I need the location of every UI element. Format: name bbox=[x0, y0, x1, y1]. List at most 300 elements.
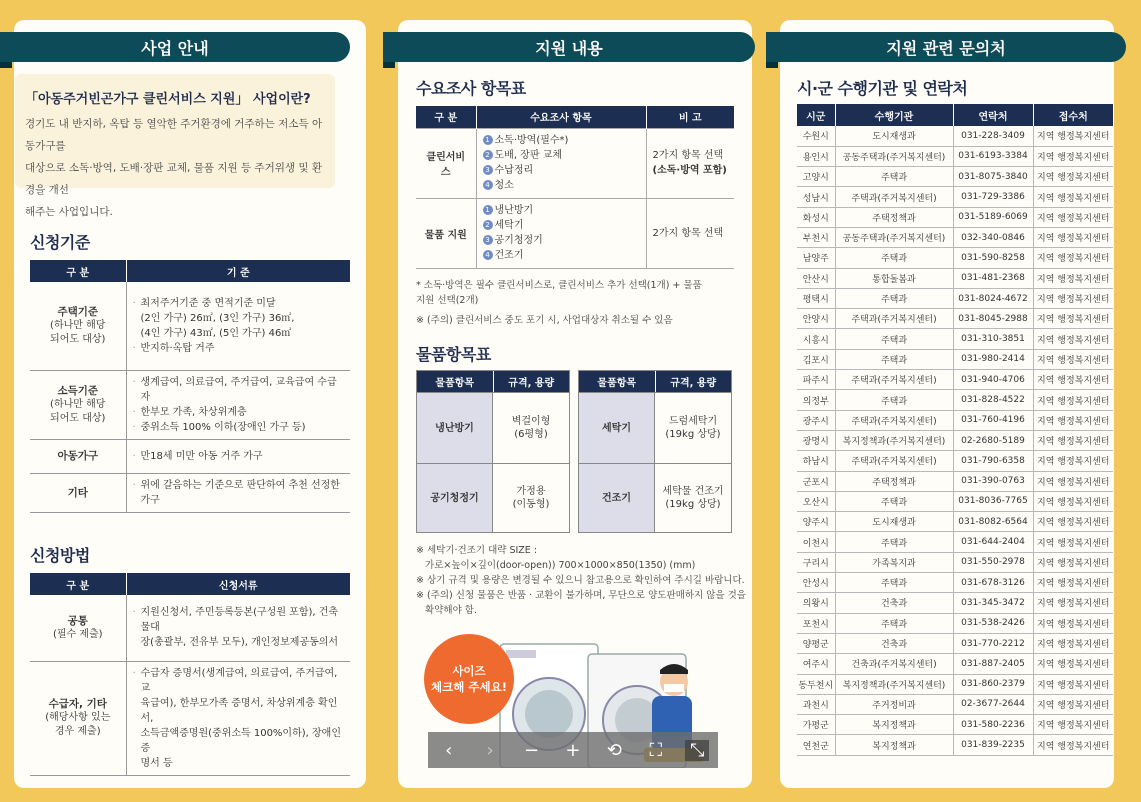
table-row bbox=[30, 282, 350, 370]
survey-item-label: 도배, 장판 교체 bbox=[494, 150, 562, 161]
survey-items-cell bbox=[476, 198, 646, 268]
row-label-cell bbox=[30, 439, 126, 473]
section-ribbon-contacts bbox=[766, 32, 1126, 62]
row-label-cell bbox=[30, 473, 126, 512]
number-badge-icon: 3 bbox=[483, 165, 493, 175]
agency-cell: 주택과(주거복지센터) bbox=[835, 187, 953, 207]
reception-cell: 지역 행정복지센터 bbox=[1033, 207, 1113, 227]
table-row bbox=[416, 128, 734, 198]
row-label: 수급자, 기타 bbox=[48, 698, 107, 710]
goods-row bbox=[417, 392, 569, 463]
bullet-item: · 최저주거기준 중 면적기준 미달 (2인 가구) 26㎡, (3인 가구) 36㎡, (4인 가구) 43㎡, (5인 가구) 46㎡ bbox=[133, 296, 345, 341]
bullet-item: · 만18세 미만 아동 거주 가구 bbox=[133, 449, 345, 464]
row-label: 물품 지원 bbox=[416, 198, 476, 268]
phone-cell: 031-8082-6564 bbox=[953, 512, 1033, 532]
reception-cell: 지역 행정복지센터 bbox=[1033, 573, 1113, 593]
number-badge-icon: 4 bbox=[483, 180, 493, 190]
bubble-line: 체크해 주세요! bbox=[431, 680, 507, 694]
bullet-item: · 위에 갈음하는 기준으로 판단하여 추천 선정한 가구 bbox=[133, 478, 345, 508]
reception-cell: 지역 행정복지센터 bbox=[1033, 167, 1113, 187]
goods-name: 건조기 bbox=[579, 464, 655, 532]
intro-body bbox=[25, 113, 325, 223]
table-row bbox=[797, 309, 1113, 329]
reception-cell: 지역 행정복지센터 bbox=[1033, 471, 1113, 491]
city-cell: 시흥시 bbox=[797, 329, 835, 349]
table-row bbox=[30, 473, 350, 512]
table-row bbox=[797, 329, 1113, 349]
reception-cell: 지역 행정복지센터 bbox=[1033, 410, 1113, 430]
table-row bbox=[797, 370, 1113, 390]
agency-cell: 도시재생과 bbox=[835, 512, 953, 532]
survey-item-label: 소독·방역(필수*) bbox=[494, 135, 569, 146]
agency-cell: 주택과 bbox=[835, 390, 953, 410]
table-row bbox=[797, 735, 1113, 755]
table-row bbox=[797, 451, 1113, 471]
table-row bbox=[797, 248, 1113, 268]
agency-cell: 주택과 bbox=[835, 248, 953, 268]
phone-cell: 031-580-2236 bbox=[953, 715, 1033, 735]
goods-heading: 물품항목표 bbox=[416, 345, 491, 364]
agency-cell: 주거정비과 bbox=[835, 694, 953, 714]
table-row bbox=[797, 410, 1113, 430]
row-sublabel: (필수 제출) bbox=[52, 628, 103, 640]
column-header: 신청서류 bbox=[126, 573, 350, 595]
phone-cell: 031-770-2212 bbox=[953, 633, 1033, 653]
criteria-table bbox=[30, 260, 350, 513]
agency-cell: 주택과 bbox=[835, 491, 953, 511]
agency-cell: 복지정책과(주거복지센터) bbox=[835, 430, 953, 450]
table-row bbox=[797, 593, 1113, 613]
phone-cell: 031-8045-2988 bbox=[953, 309, 1033, 329]
reception-cell: 지역 행정복지센터 bbox=[1033, 674, 1113, 694]
city-cell: 포천시 bbox=[797, 613, 835, 633]
phone-cell: 031-940-4706 bbox=[953, 370, 1033, 390]
survey-item-label: 건조기 bbox=[494, 250, 524, 261]
agency-cell: 공동주택과(주거복지센터) bbox=[835, 227, 953, 247]
agency-cell: 주택과 bbox=[835, 349, 953, 369]
city-cell: 용인시 bbox=[797, 146, 835, 166]
city-cell: 평택시 bbox=[797, 288, 835, 308]
agency-cell: 주택과 bbox=[835, 329, 953, 349]
bullet-list bbox=[133, 478, 345, 508]
column-header: 시군 bbox=[797, 104, 835, 126]
column-header: 구 분 bbox=[416, 106, 476, 128]
bullet-list bbox=[133, 296, 345, 356]
method-heading: 신청방법 bbox=[30, 546, 90, 565]
zoom-out-icon[interactable]: − bbox=[524, 739, 540, 761]
table-row bbox=[797, 573, 1113, 593]
city-cell: 오산시 bbox=[797, 491, 835, 511]
number-badge-icon: 2 bbox=[483, 220, 493, 230]
goods-note: 확약해야 함. bbox=[416, 605, 477, 616]
city-cell: 여주시 bbox=[797, 654, 835, 674]
reception-cell: 지역 행정복지센터 bbox=[1033, 329, 1113, 349]
row-content-cell bbox=[126, 661, 350, 775]
table-row bbox=[30, 439, 350, 473]
row-sublabel: (하나만 해당 되어도 대상) bbox=[50, 319, 106, 345]
survey-heading: 수요조사 항목표 bbox=[416, 79, 526, 98]
city-cell: 양주시 bbox=[797, 512, 835, 532]
bubble-line: 사이즈 bbox=[452, 664, 486, 678]
city-cell: 하남시 bbox=[797, 451, 835, 471]
table-row bbox=[797, 491, 1113, 511]
city-cell: 수원시 bbox=[797, 126, 835, 146]
column-header: 물품항목 bbox=[579, 371, 656, 392]
table-row bbox=[797, 187, 1113, 207]
survey-item bbox=[483, 163, 640, 178]
phone-cell: 031-390-0763 bbox=[953, 471, 1033, 491]
survey-note-text: 2가지 항목 선택 bbox=[652, 150, 724, 161]
city-cell: 파주시 bbox=[797, 370, 835, 390]
bullet-item: · 중위소득 100% 이하(장애인 가구 등) bbox=[133, 420, 345, 435]
reception-cell: 지역 행정복지센터 bbox=[1033, 694, 1113, 714]
phone-cell: 031-729-3386 bbox=[953, 187, 1033, 207]
criteria-heading: 신청기준 bbox=[30, 233, 90, 252]
phone-cell: 031-980-2414 bbox=[953, 349, 1033, 369]
column-header: 수요조사 항목 bbox=[476, 106, 646, 128]
prev-page-icon[interactable]: ‹ bbox=[445, 739, 453, 761]
row-label: 주택기준 bbox=[57, 305, 99, 318]
agency-cell: 주택과(주거복지센터) bbox=[835, 410, 953, 430]
city-cell: 광주시 bbox=[797, 410, 835, 430]
table-row bbox=[797, 430, 1113, 450]
row-content-cell bbox=[126, 282, 350, 370]
row-content-cell bbox=[126, 595, 350, 661]
section-title: 지원 관련 문의처 bbox=[886, 38, 1006, 58]
phone-cell: 031-828-4522 bbox=[953, 390, 1033, 410]
contacts-table bbox=[797, 104, 1113, 756]
table-row bbox=[797, 207, 1113, 227]
reception-cell: 지역 행정복지센터 bbox=[1033, 187, 1113, 207]
reception-cell: 지역 행정복지센터 bbox=[1033, 715, 1113, 735]
phone-cell: 031-228-3409 bbox=[953, 126, 1033, 146]
city-cell: 의정부 bbox=[797, 390, 835, 410]
section-ribbon-business-info bbox=[0, 32, 350, 62]
row-label: 기타 bbox=[67, 486, 88, 499]
agency-cell: 주택과(주거복지센터) bbox=[835, 370, 953, 390]
table-row bbox=[797, 167, 1113, 187]
number-badge-icon: 1 bbox=[483, 205, 493, 215]
bullet-list bbox=[133, 666, 345, 771]
phone-cell: 031-678-3126 bbox=[953, 573, 1033, 593]
fit-screen-icon[interactable]: ⛶ bbox=[649, 739, 663, 761]
intro-title: 「아동주거빈곤가구 클린서비스 지원」 사업이란? bbox=[25, 92, 311, 107]
column-header: 수행기관 bbox=[835, 104, 953, 126]
survey-item-label: 수납정리 bbox=[494, 165, 534, 176]
contacts-heading: 시·군 수행기관 및 연락처 bbox=[797, 79, 968, 98]
zoom-in-icon[interactable]: + bbox=[565, 739, 581, 761]
goods-name: 세탁기 bbox=[579, 393, 655, 463]
rotate-icon[interactable]: ⟲ bbox=[606, 739, 622, 761]
phone-cell: 02-3677-2644 bbox=[953, 694, 1033, 714]
table-row bbox=[797, 633, 1113, 653]
table-row bbox=[797, 512, 1113, 532]
phone-cell: 031-6193-3384 bbox=[953, 146, 1033, 166]
column-header: 물품항목 bbox=[417, 371, 494, 392]
city-cell: 동두천시 bbox=[797, 674, 835, 694]
survey-items-cell bbox=[476, 128, 646, 198]
section-ribbon-support-content bbox=[383, 32, 755, 62]
bullet-item: · 반지하·옥탑 거주 bbox=[133, 341, 345, 356]
reception-cell: 지역 행정복지센터 bbox=[1033, 349, 1113, 369]
survey-note: ※ (주의) 클린서비스 중도 포기 시, 사업대상자 취소될 수 있음 bbox=[416, 315, 673, 326]
survey-item-label: 청소 bbox=[494, 180, 514, 191]
agency-cell: 주택과 bbox=[835, 167, 953, 187]
agency-cell: 건축과 bbox=[835, 633, 953, 653]
goods-spec: 벽걸이형 (6평형) bbox=[511, 416, 551, 440]
method-table bbox=[30, 573, 350, 776]
number-badge-icon: 1 bbox=[483, 135, 493, 145]
agency-cell: 건축과(주거복지센터) bbox=[835, 654, 953, 674]
survey-item bbox=[483, 178, 640, 193]
bullet-list bbox=[133, 449, 345, 464]
table-row bbox=[416, 198, 734, 268]
survey-item bbox=[483, 133, 640, 148]
goods-header bbox=[417, 371, 569, 392]
agency-cell: 통합돌봄과 bbox=[835, 268, 953, 288]
table-row bbox=[30, 595, 350, 661]
survey-item-label: 공기청정기 bbox=[494, 235, 543, 246]
city-cell: 화성시 bbox=[797, 207, 835, 227]
row-label-cell bbox=[30, 370, 126, 439]
reception-cell: 지역 행정복지센터 bbox=[1033, 735, 1113, 755]
goods-name: 공기청정기 bbox=[417, 464, 493, 532]
city-cell: 안산시 bbox=[797, 268, 835, 288]
goods-name: 냉난방기 bbox=[417, 393, 493, 463]
column-header: 비 고 bbox=[646, 106, 734, 128]
row-label-cell bbox=[30, 282, 126, 370]
agency-cell: 가족복지과 bbox=[835, 552, 953, 572]
table-row bbox=[797, 613, 1113, 633]
table-row bbox=[797, 268, 1113, 288]
reception-cell: 지역 행정복지센터 bbox=[1033, 654, 1113, 674]
survey-note: * 소독·방역은 필수 클린서비스로, 클린서비스 추가 선택(1개) + 물품 지원 선택(2개) bbox=[416, 280, 702, 306]
table-row bbox=[797, 126, 1113, 146]
phone-cell: 031-590-8258 bbox=[953, 248, 1033, 268]
goods-header bbox=[579, 371, 731, 392]
section-title: 지원 내용 bbox=[535, 38, 603, 58]
survey-item bbox=[483, 218, 640, 233]
reception-cell: 지역 행정복지센터 bbox=[1033, 552, 1113, 572]
table-row bbox=[797, 715, 1113, 735]
reception-cell: 지역 행정복지센터 bbox=[1033, 390, 1113, 410]
intro-line: 대상으로 소독·방역, 도배·장판 교체, 물품 지원 등 주거위생 및 환경을 개선 bbox=[25, 162, 322, 196]
agency-cell: 복지정책과(주거복지센터) bbox=[835, 674, 953, 694]
row-label: 공통 bbox=[67, 614, 88, 627]
survey-item-label: 냉난방기 bbox=[494, 205, 534, 216]
section-title: 사업 안내 bbox=[141, 38, 209, 58]
city-cell: 안양시 bbox=[797, 309, 835, 329]
goods-table-left bbox=[416, 370, 570, 533]
agency-cell: 주택과(주거복지센터) bbox=[835, 451, 953, 471]
bullet-item: · 지원신청서, 주민등록등본(구성원 포함), 건축물대 장(총괄부, 전유부 모두), 개인정보제공동의서 bbox=[133, 605, 345, 650]
agency-cell: 복지정책과 bbox=[835, 715, 953, 735]
goods-row bbox=[579, 463, 731, 532]
city-cell: 성남시 bbox=[797, 187, 835, 207]
city-cell: 구리시 bbox=[797, 552, 835, 572]
agency-cell: 건축과 bbox=[835, 593, 953, 613]
city-cell: 김포시 bbox=[797, 349, 835, 369]
survey-table bbox=[416, 106, 734, 269]
fullscreen-icon[interactable]: ⤡ bbox=[685, 740, 709, 761]
column-header: 연락처 bbox=[953, 104, 1033, 126]
reception-cell: 지역 행정복지센터 bbox=[1033, 370, 1113, 390]
agency-cell: 주택과(주거복지센터) bbox=[835, 309, 953, 329]
agency-cell: 복지정책과 bbox=[835, 735, 953, 755]
goods-note: ※ 세탁기·건조기 대략 SIZE : bbox=[416, 545, 538, 556]
row-label-cell bbox=[30, 595, 126, 661]
goods-table-right bbox=[578, 370, 732, 533]
phone-cell: 031-839-2235 bbox=[953, 735, 1033, 755]
table-row bbox=[797, 146, 1113, 166]
phone-cell: 031-760-4196 bbox=[953, 410, 1033, 430]
phone-cell: 032-340-0846 bbox=[953, 227, 1033, 247]
city-cell: 이천시 bbox=[797, 532, 835, 552]
row-sublabel: (해당사항 있는 경우 제출) bbox=[45, 712, 111, 737]
reception-cell: 지역 행정복지센터 bbox=[1033, 633, 1113, 653]
row-content-cell bbox=[126, 370, 350, 439]
agency-cell: 주택과 bbox=[835, 288, 953, 308]
goods-row bbox=[417, 463, 569, 532]
bullet-item: · 수급자 증명서(생계급여, 의료급여, 주거급여, 교 육급여), 한부모가족 증명서, 차상위계층 확인서, 소득금액증명원(중위소득 100%이하), 장애인 증 명서 등 bbox=[133, 666, 345, 771]
table-row bbox=[797, 471, 1113, 491]
row-content-cell bbox=[126, 439, 350, 473]
reception-cell: 지역 행정복지센터 bbox=[1033, 268, 1113, 288]
reception-cell: 지역 행정복지센터 bbox=[1033, 288, 1113, 308]
phone-cell: 031-481-2368 bbox=[953, 268, 1033, 288]
number-badge-icon: 3 bbox=[483, 235, 493, 245]
goods-note: ※ (주의) 신청 물품은 반품 · 교환이 불가하며, 무단으로 양도판매하지 않을 것을 bbox=[416, 590, 746, 601]
reception-cell: 지역 행정복지센터 bbox=[1033, 512, 1113, 532]
table-row bbox=[30, 661, 350, 775]
table-row bbox=[797, 694, 1113, 714]
city-cell: 연천군 bbox=[797, 735, 835, 755]
reception-cell: 지역 행정복지센터 bbox=[1033, 613, 1113, 633]
row-sublabel: (하나만 해당 되어도 대상) bbox=[50, 398, 106, 424]
phone-cell: 031-8036-7765 bbox=[953, 491, 1033, 511]
goods-row bbox=[579, 392, 731, 463]
city-cell: 고양시 bbox=[797, 167, 835, 187]
number-badge-icon: 4 bbox=[483, 250, 493, 260]
viewer-toolbar bbox=[428, 732, 718, 768]
city-cell: 부천시 bbox=[797, 227, 835, 247]
city-cell: 양평군 bbox=[797, 633, 835, 653]
phone-cell: 031-8024-4672 bbox=[953, 288, 1033, 308]
bullet-list bbox=[133, 375, 345, 435]
reception-cell: 지역 행정복지센터 bbox=[1033, 451, 1113, 471]
phone-cell: 031-345-3472 bbox=[953, 593, 1033, 613]
number-badge-icon: 2 bbox=[483, 150, 493, 160]
phone-cell: 031-550-2978 bbox=[953, 552, 1033, 572]
phone-cell: 031-887-2405 bbox=[953, 654, 1033, 674]
bullet-list bbox=[133, 605, 345, 650]
survey-note-text: 2가지 항목 선택 bbox=[652, 227, 724, 239]
city-cell: 의왕시 bbox=[797, 593, 835, 613]
goods-note: 가로×높이×깊이(door-open)) 700×1000×850(1350) (mm) bbox=[416, 560, 696, 571]
phone-cell: 02-2680-5189 bbox=[953, 430, 1033, 450]
bullet-item: · 한부모 가족, 차상위계층 bbox=[133, 405, 345, 420]
intro-box bbox=[15, 74, 335, 218]
agency-cell: 주택정책과 bbox=[835, 207, 953, 227]
column-header: 기 준 bbox=[126, 260, 350, 282]
city-cell: 군포시 bbox=[797, 471, 835, 491]
size-check-bubble bbox=[424, 634, 514, 724]
intro-line: 경기도 내 반지하, 옥탑 등 열악한 주거환경에 거주하는 저소득 아동가구를 bbox=[25, 118, 323, 152]
phone-cell: 031-644-2404 bbox=[953, 532, 1033, 552]
table-row bbox=[30, 370, 350, 439]
survey-item-label: 세탁기 bbox=[494, 220, 524, 231]
reception-cell: 지역 행정복지센터 bbox=[1033, 146, 1113, 166]
city-cell: 안성시 bbox=[797, 573, 835, 593]
reception-cell: 지역 행정복지센터 bbox=[1033, 430, 1113, 450]
survey-item bbox=[483, 203, 640, 218]
table-row bbox=[797, 674, 1113, 694]
goods-spec: 드럼세탁기 (19kg 상당) bbox=[665, 416, 721, 440]
city-cell: 남양주 bbox=[797, 248, 835, 268]
agency-cell: 주택과 bbox=[835, 573, 953, 593]
survey-note-bold: (소독·방역 포함) bbox=[652, 165, 727, 176]
goods-note: ※ 상기 규격 및 용량은 변경될 수 있으니 참고용으로 확인하여 주시길 바랍니다. bbox=[416, 575, 745, 586]
reception-cell: 지역 행정복지센터 bbox=[1033, 532, 1113, 552]
agency-cell: 도시재생과 bbox=[835, 126, 953, 146]
table-row bbox=[797, 390, 1113, 410]
table-row bbox=[797, 532, 1113, 552]
reception-cell: 지역 행정복지센터 bbox=[1033, 248, 1113, 268]
table-row bbox=[797, 654, 1113, 674]
agency-cell: 공동주택과(주거복지센터) bbox=[835, 146, 953, 166]
reception-cell: 지역 행정복지센터 bbox=[1033, 309, 1113, 329]
phone-cell: 031-8075-3840 bbox=[953, 167, 1033, 187]
row-label: 소득기준 bbox=[57, 384, 99, 397]
row-label: 클린서비스 bbox=[416, 128, 476, 198]
phone-cell: 031-790-6358 bbox=[953, 451, 1033, 471]
city-cell: 가평군 bbox=[797, 715, 835, 735]
city-cell: 광명시 bbox=[797, 430, 835, 450]
city-cell: 과천시 bbox=[797, 694, 835, 714]
reception-cell: 지역 행정복지센터 bbox=[1033, 227, 1113, 247]
agency-cell: 주택과 bbox=[835, 532, 953, 552]
row-label: 아동가구 bbox=[57, 450, 99, 462]
agency-cell: 주택과 bbox=[835, 613, 953, 633]
intro-line: 해주는 사업입니다. bbox=[25, 206, 113, 218]
goods-spec: 가정용 (이동형) bbox=[512, 486, 550, 510]
column-header: 구 분 bbox=[30, 260, 126, 282]
column-header: 규격, 용량 bbox=[670, 378, 717, 389]
row-label-cell bbox=[30, 661, 126, 775]
phone-cell: 031-860-2379 bbox=[953, 674, 1033, 694]
table-row bbox=[797, 552, 1113, 572]
goods-spec: 세탁물 건조기 (19kg 상당) bbox=[662, 486, 724, 510]
phone-cell: 031-310-3851 bbox=[953, 329, 1033, 349]
goods-notes bbox=[416, 543, 746, 618]
table-row bbox=[797, 288, 1113, 308]
survey-item bbox=[483, 233, 640, 248]
table-row bbox=[797, 227, 1113, 247]
table-row bbox=[797, 349, 1113, 369]
column-header: 접수처 bbox=[1033, 104, 1113, 126]
phone-cell: 031-538-2426 bbox=[953, 613, 1033, 633]
agency-cell: 주택정책과 bbox=[835, 471, 953, 491]
phone-cell: 031-5189-6069 bbox=[953, 207, 1033, 227]
next-page-icon[interactable]: › bbox=[486, 739, 494, 761]
reception-cell: 지역 행정복지센터 bbox=[1033, 593, 1113, 613]
row-content-cell bbox=[126, 473, 350, 512]
survey-item bbox=[483, 248, 640, 263]
survey-note-cell bbox=[646, 198, 734, 268]
column-header: 규격, 용량 bbox=[508, 378, 555, 389]
survey-item bbox=[483, 148, 640, 163]
reception-cell: 지역 행정복지센터 bbox=[1033, 491, 1113, 511]
